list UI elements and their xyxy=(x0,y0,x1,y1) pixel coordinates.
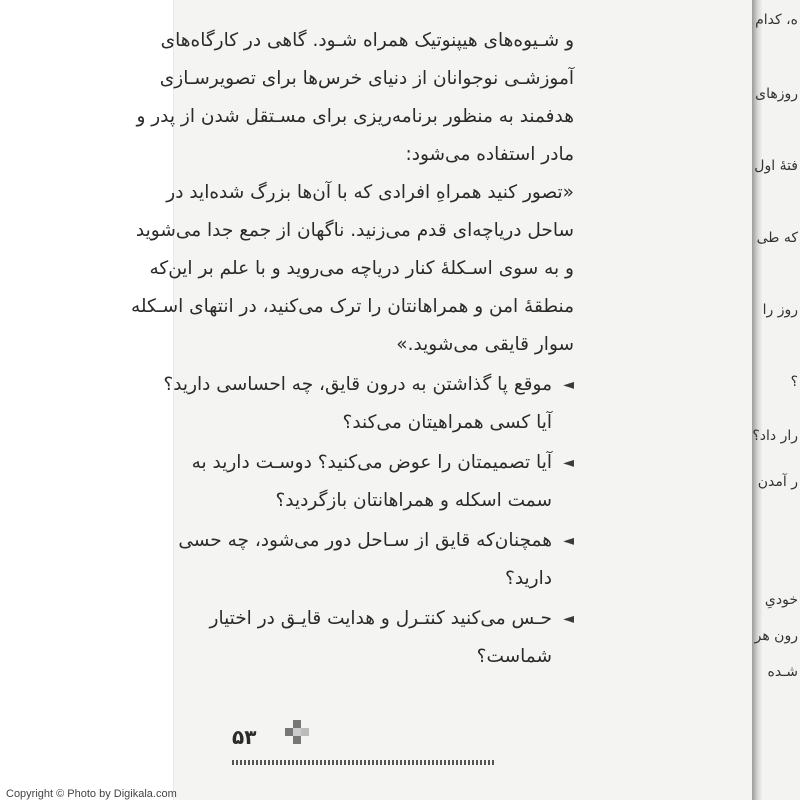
triangle-left-icon: ◄ xyxy=(563,455,574,471)
bullet-text: موقع پا گذاشتن به درون قایق، چه احساسی دارید؟ xyxy=(163,374,552,395)
text-line: منطقهٔ امن و همراهانتان را ترک می‌کنید، در انتهای اسـکله xyxy=(130,296,574,317)
book-page-right xyxy=(752,0,800,800)
bullet-text: شماست؟ xyxy=(476,646,552,667)
text-line: و به سوی اسـکلهٔ کنار دریاچه می‌روید و با علم بر این‌که xyxy=(149,258,574,279)
text-line: آموزشـی نوجوانان از دنیای خرس‌ها برای تصویرسـازی xyxy=(159,68,574,89)
bullet-text: همچنان‌که قایق از سـاحل دور می‌شود، چه حسی xyxy=(178,530,552,551)
body-text xyxy=(130,22,574,676)
bullet-text: آیا تصمیمتان را عوض می‌کنید؟ دوسـت دارید به xyxy=(191,452,552,473)
page-number: ۵۳ xyxy=(232,725,257,749)
text-line: و شـیوه‌های هیپنوتیک همراه شـود. گاهی در کارگاه‌های xyxy=(160,30,574,51)
right-page-fragment: شـده xyxy=(767,664,798,680)
right-page-fragment: که طی xyxy=(756,230,798,246)
right-page-fragment: ر آمدن xyxy=(757,474,798,490)
text-line: مادر استفاده می‌شود: xyxy=(405,144,574,165)
text-line: هدفمند به منظور برنامه‌ریزی برای مسـتقل شدن از پدر و xyxy=(136,106,574,127)
text-line: سوار قایقی می‌شوید.» xyxy=(396,334,574,355)
bullet-text: سمت اسکله و همراهانتان بازگردید؟ xyxy=(275,490,552,511)
copyright-text: Copyright © Photo by Digikala.com xyxy=(6,788,177,800)
bullet-item xyxy=(191,444,574,520)
bullet-item xyxy=(163,366,574,442)
right-page-fragment: روزهای xyxy=(755,86,798,102)
triangle-left-icon: ◄ xyxy=(563,533,574,549)
right-page-fragment: ؟ xyxy=(790,374,798,390)
right-page-fragment: رون هر xyxy=(754,628,798,644)
bullet-text: حـس می‌کنید کنتـرل و هدایت قایـق در اختیار xyxy=(209,608,552,629)
triangle-left-icon: ◄ xyxy=(563,377,574,393)
bullet-item xyxy=(178,522,574,598)
bullet-item xyxy=(209,600,574,676)
right-page-fragment: ه، کدام xyxy=(755,12,798,28)
bullet-text: آیا کسی همراهیتان می‌کند؟ xyxy=(342,412,552,433)
text-line: «تصور کنید همراهِ افرادی که با آن‌ها بزرگ شده‌اید در xyxy=(166,182,574,203)
right-page-fragment: روز را xyxy=(762,302,798,318)
book-spine xyxy=(752,0,762,800)
checker-ornament-icon xyxy=(282,720,312,750)
bullet-text: دارید؟ xyxy=(505,568,552,589)
right-page-fragment: رار داد؟ xyxy=(752,428,798,444)
right-page-fragment: خودیِ xyxy=(764,592,798,608)
footer-dotted-rule xyxy=(232,760,494,765)
text-line: ساحل دریاچه‌ای قدم می‌زنید. ناگهان از جمع جدا می‌شوید xyxy=(135,220,574,241)
right-page-fragment: فتهٔ اول xyxy=(754,158,798,174)
triangle-left-icon: ◄ xyxy=(563,611,574,627)
